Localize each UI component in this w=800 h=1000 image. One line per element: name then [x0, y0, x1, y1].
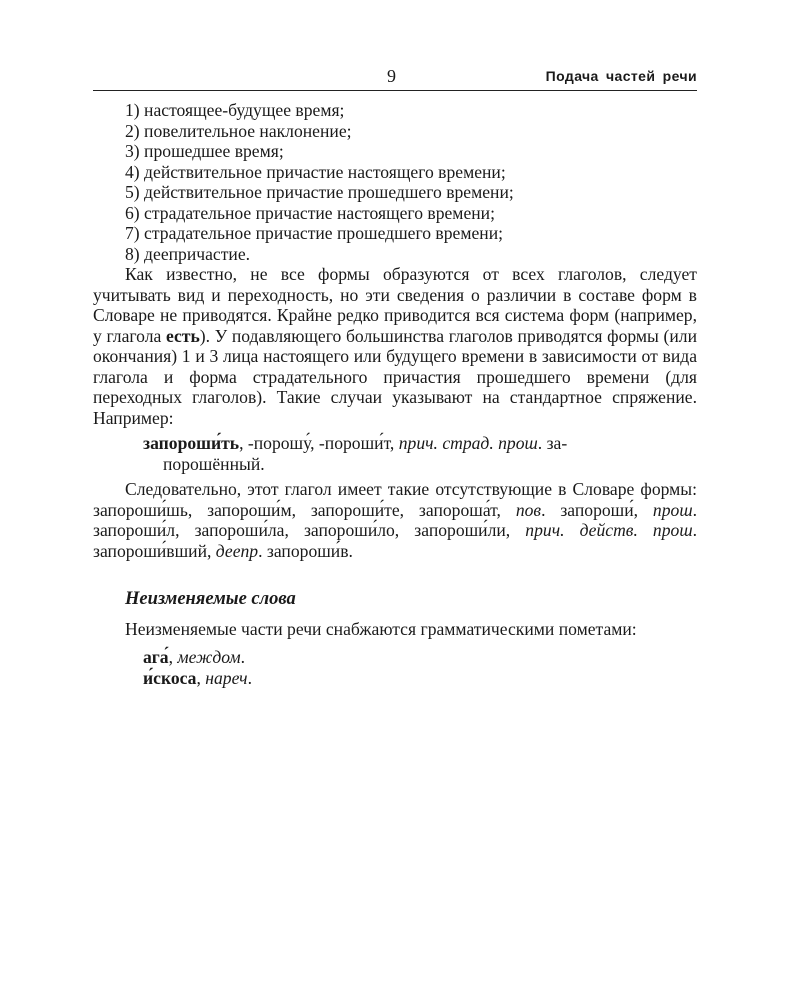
example-continuation: порошённый. [163, 453, 265, 474]
paragraph-text: Следовательно, этот глагол имеет такие отсутствующие в Словаре формы: запороши́шь, запороши́м, запороши́те, запороша́т, [93, 479, 697, 520]
example-tail: . за- [537, 433, 568, 453]
paragraph-forms-explanation [93, 264, 697, 428]
paragraph-missing-forms [93, 479, 697, 561]
section-heading: Неизменяемые слова [125, 589, 296, 609]
entry-headword: ага́ [143, 647, 169, 667]
page-number: 9 [387, 66, 396, 86]
paragraph-text: . запороши́в. [258, 540, 353, 561]
list-item: 5) действительное причастие прошедшего времени; [125, 182, 514, 202]
list-item: 2) повелительное наклонение; [125, 120, 352, 141]
paragraph-invariable: Неизменяемые части речи снабжаются грамматическими пометами: [125, 618, 637, 639]
list-item: 7) страдательное причастие прошедшего времени; [125, 223, 504, 243]
grammar-label: прич. страд. прош [398, 433, 538, 453]
paragraph-text: . запороши́, [541, 499, 653, 520]
list-item: 1) настоящее-будущее время; [125, 100, 345, 120]
dictionary-example [93, 433, 697, 474]
grammar-label: нареч [205, 667, 248, 688]
punctuation: . [240, 647, 246, 667]
grammar-label: междом [177, 647, 241, 667]
list-item [143, 647, 697, 668]
paragraph-text: Как известно, не все формы образуются от всех глаголов, следует учитывать вид и переходность, но эти сведения о различии в составе форм в Словаре не приводятся. Крайне редко приводится вся система форм (например, у глагола [93, 264, 697, 346]
paragraph-text: . запороши́вший, [93, 520, 698, 561]
grammar-label: пов [515, 499, 542, 520]
paragraph-text: . запороши́л, запороши́ла, запороши́ло, запороши́ли, [93, 499, 697, 540]
list-item: 4) действительное причастие настоящего времени; [125, 161, 506, 182]
running-head: Подача частей речи [545, 68, 697, 84]
bold-verb-est: есть [165, 325, 200, 346]
separator: , [168, 647, 178, 667]
paragraph-text: ). У подавляющего большинства глаголов приводятся формы (или окончания) 1 и 3 лица настоящего или будущего времени в зависимости от вида глагола и форма страдательного причастия прошедшего времени (для переходных глаголов). Такие случаи указывают на стандартное спряжение. Например: [93, 325, 697, 428]
example-forms: , -порошу́, -пороши́т, [239, 433, 399, 453]
page-content [93, 100, 697, 688]
separator: , [196, 667, 206, 688]
entries-list [93, 647, 697, 688]
list-item: 6) страдательное причастие настоящего времени; [125, 202, 495, 223]
entry-headword: и́скоса [143, 667, 197, 688]
list-item: 3) прошедшее время; [125, 141, 284, 161]
list-item: 8) деепричастие. [125, 243, 251, 264]
example-headword: запороши́ть [143, 433, 240, 453]
grammar-label: деепр [215, 540, 259, 561]
grammar-label: прич. действ. прош [525, 520, 693, 540]
verb-forms-list [93, 100, 697, 264]
list-item [143, 668, 697, 689]
grammar-label: прош [652, 499, 693, 520]
punctuation: . [247, 667, 252, 688]
page-header [93, 64, 697, 91]
